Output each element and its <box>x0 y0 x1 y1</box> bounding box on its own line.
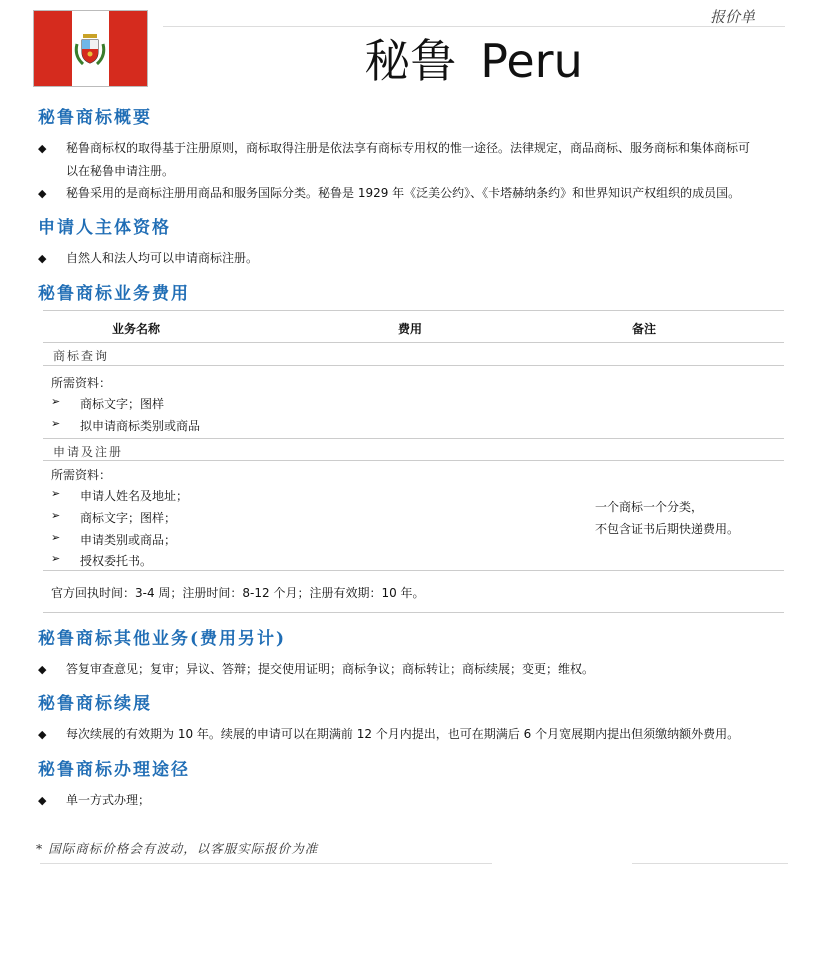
page-title <box>0 31 827 91</box>
arrow-bullet-icon: ➢ <box>51 395 61 408</box>
arrow-bullet-icon: ➢ <box>51 509 61 522</box>
arrow-bullet-icon: ➢ <box>51 531 61 544</box>
section-heading-overview: 秘鲁商标概要 <box>38 108 152 128</box>
section-heading-renewal: 秘鲁商标续展 <box>38 694 152 714</box>
footer-rule <box>40 863 492 864</box>
table-header-border <box>43 342 784 343</box>
section-heading-channel: 秘鲁商标办理途径 <box>38 760 190 780</box>
diamond-bullet-icon: ◆ <box>38 728 47 741</box>
section-heading-other: 秘鲁商标其他业务(费用另计) <box>38 629 287 649</box>
timeline-text: 官方回执时间：3-4 周；注册时间：8-12 个月；注册有效期：10 年。 <box>51 586 425 600</box>
table-bottom-border <box>43 612 784 613</box>
remark-line: 不包含证书后期快递费用。 <box>595 522 740 536</box>
column-header-service: 业务名称 <box>112 322 161 336</box>
section-heading-eligibility: 申请人主体资格 <box>38 218 171 238</box>
arrow-bullet-icon: ➢ <box>51 487 61 500</box>
diamond-bullet-icon: ◆ <box>38 252 47 265</box>
arrow-bullet-icon: ➢ <box>51 417 61 430</box>
column-header-fee: 费用 <box>398 322 423 336</box>
footer-rule <box>632 863 788 864</box>
list-item: 拟申请商标类别或商品 <box>80 419 201 433</box>
footer-note: * 国际商标价格会有波动，以客服实际报价为准 <box>36 841 319 856</box>
title-cn: 秘鲁 <box>364 34 457 88</box>
section-heading-fees: 秘鲁商标业务费用 <box>38 284 190 304</box>
header-rule <box>163 26 785 27</box>
list-item: 申请类别或商品； <box>80 533 177 547</box>
column-header-remark: 备注 <box>632 322 657 336</box>
table-row-border <box>43 365 784 366</box>
table-row-border <box>43 460 784 461</box>
table-row-registration-title: 申请及注册 <box>53 445 124 459</box>
diamond-bullet-icon: ◆ <box>38 663 47 676</box>
remark-line: 一个商标一个分类， <box>595 500 704 514</box>
diamond-bullet-icon: ◆ <box>38 794 47 807</box>
table-row-border <box>43 570 784 571</box>
materials-label: 所需资料： <box>51 468 112 482</box>
table-row-search-title: 商标查询 <box>53 349 110 363</box>
list-item: 商标文字；图样； <box>80 511 177 525</box>
diamond-bullet-icon: ◆ <box>38 142 47 155</box>
doc-label: 报价单 <box>710 8 756 26</box>
table-top-border <box>43 310 784 311</box>
materials-label: 所需资料： <box>51 376 112 390</box>
list-item: 授权委托书。 <box>80 554 153 568</box>
table-row-border <box>43 438 784 439</box>
arrow-bullet-icon: ➢ <box>51 552 61 565</box>
title-en: Peru <box>480 34 583 88</box>
diamond-bullet-icon: ◆ <box>38 187 47 200</box>
list-item: 申请人姓名及地址； <box>80 489 189 503</box>
list-item: 商标文字；图样 <box>80 397 165 411</box>
